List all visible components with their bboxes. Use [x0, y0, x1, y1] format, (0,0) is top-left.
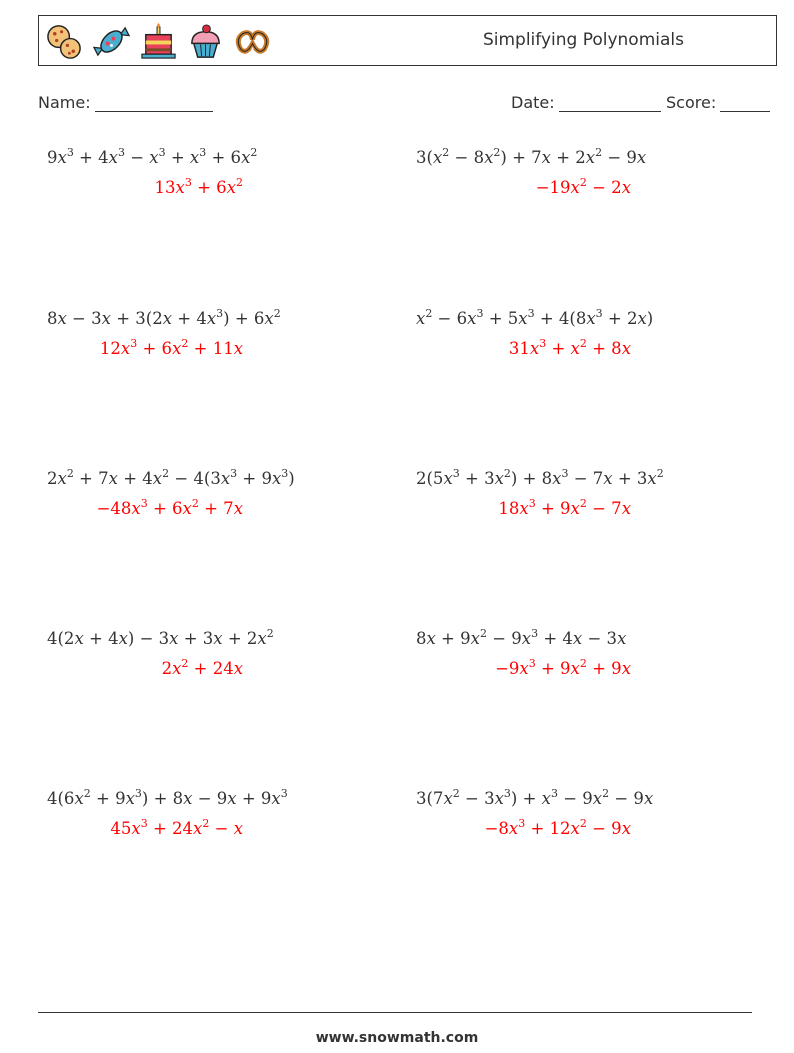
pretzel-icon: [233, 22, 272, 61]
cupcake-icon: [186, 22, 225, 61]
problem-expression: $2(5x^3 + 3x^2) + 8x^3 - 7x + 3x^2$: [416, 467, 664, 488]
name-blank[interactable]: [95, 95, 213, 112]
name-field[interactable]: [38, 93, 213, 112]
answer-expression: $-8x^3 + 12x^2 - 9x$: [484, 817, 631, 838]
footer-divider: [38, 1012, 752, 1013]
answer-expression: $-9x^3 + 9x^2 + 9x$: [495, 657, 631, 678]
birthday-cake-icon: [139, 22, 178, 61]
answer-expression: $31x^3 + x^2 + 8x$: [508, 337, 631, 358]
answer-expression: $-19x^2 - 2x$: [535, 176, 631, 197]
candy-icon: [92, 22, 131, 61]
date-label: Date:: [511, 93, 555, 112]
problem-expression: $4(2x + 4x) - 3x + 3x + 2x^2$: [47, 627, 274, 648]
problem-expression: $2x^2 + 7x + 4x^2 - 4(3x^3 + 9x^3)$: [47, 467, 295, 488]
score-field[interactable]: [666, 93, 770, 112]
worksheet-header: [38, 15, 777, 66]
answer-expression: $-48x^3 + 6x^2 + 7x$: [96, 497, 243, 518]
score-blank[interactable]: [720, 95, 770, 112]
answer-expression: $13x^3 + 6x^2$: [154, 176, 243, 197]
problem-expression: $8x - 3x + 3(2x + 4x^3) + 6x^2$: [47, 307, 281, 328]
problem-expression: $8x + 9x^2 - 9x^3 + 4x - 3x$: [416, 627, 627, 648]
answer-expression: $12x^3 + 6x^2 + 11x$: [99, 337, 243, 358]
problem-expression: $9x^3 + 4x^3 - x^3 + x^3 + 6x^2$: [47, 146, 258, 167]
answer-expression: $2x^2 + 24x$: [161, 657, 243, 678]
problem-expression: $3(7x^2 - 3x^3) + x^3 - 9x^2 - 9x$: [416, 787, 654, 808]
problem-expression: $x^2 - 6x^3 + 5x^3 + 4(8x^3 + 2x)$: [416, 307, 654, 328]
score-label: Score:: [666, 93, 717, 112]
name-label: Name:: [38, 93, 91, 112]
icon-row: [45, 22, 272, 61]
worksheet-title: Simplifying Polynomials: [482, 30, 684, 50]
footer-website: www.snowmath.com: [315, 1030, 479, 1046]
problem-expression: $4(6x^2 + 9x^3) + 8x - 9x + 9x^3$: [47, 787, 288, 808]
cookies-icon: [45, 22, 84, 61]
problem-expression: $3(x^2 - 8x^2) + 7x + 2x^2 - 9x$: [416, 146, 647, 167]
answer-expression: $18x^3 + 9x^2 - 7x$: [498, 497, 631, 518]
date-field[interactable]: [511, 93, 661, 112]
date-blank[interactable]: [559, 95, 661, 112]
answer-expression: $45x^3 + 24x^2 - x$: [110, 817, 243, 838]
